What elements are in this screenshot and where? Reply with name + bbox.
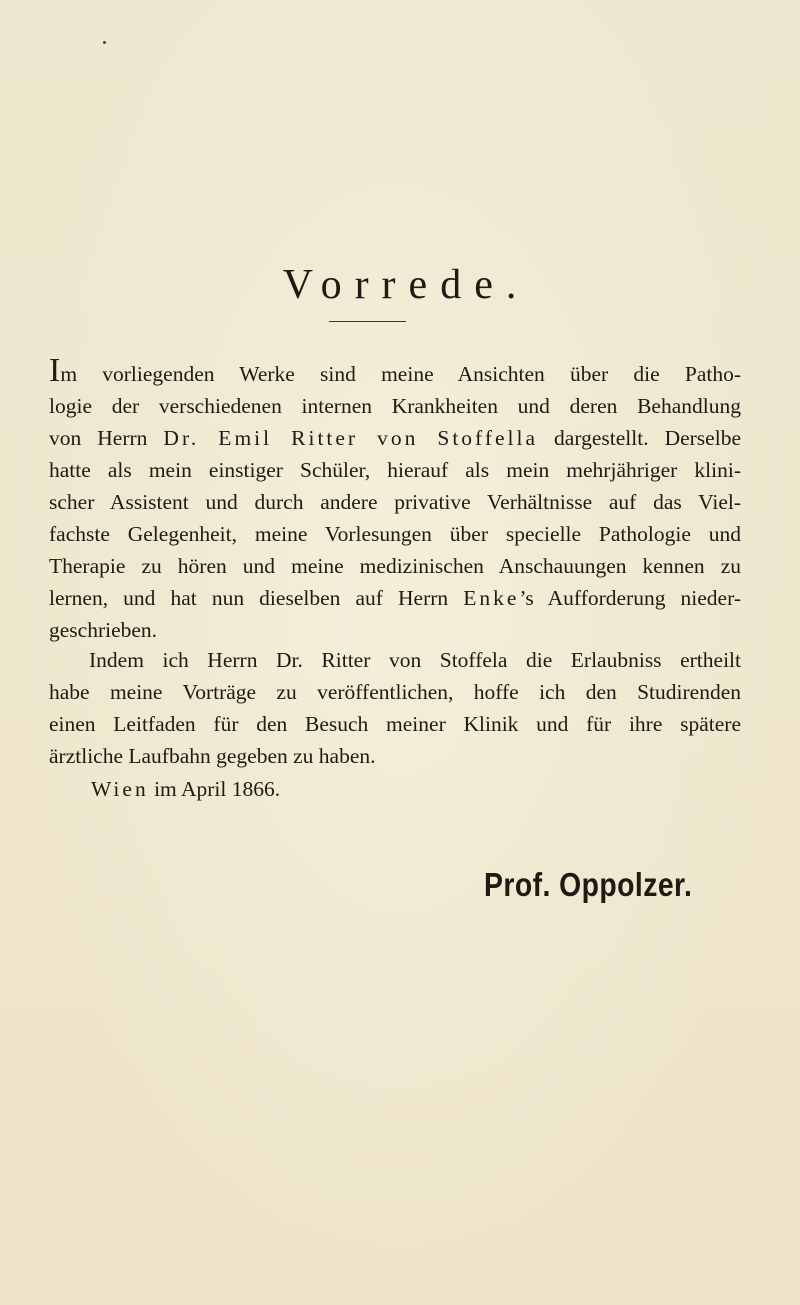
place-city: Wien: [91, 777, 149, 801]
text-line: von Herrn Dr. Emil Ritter von Stoffella dargestellt. Derselbe: [49, 426, 741, 450]
text-line: logie der verschiedenen internen Krankheiten und deren Behandlung: [49, 394, 741, 418]
text-line: hatte als mein einstiger Schüler, hierauf als mein mehrjähriger klini-: [49, 458, 741, 482]
paragraph-2: [49, 644, 741, 772]
text-line: geschrieben.: [49, 618, 158, 642]
place-and-date: [91, 773, 280, 805]
place-date: im April 1866.: [148, 777, 281, 801]
text-line: einen Leitfaden für den Besuch meiner Klinik und für ihre spätere: [49, 712, 741, 736]
signature: Prof. Oppolzer.: [484, 866, 693, 903]
text-line: Indem ich Herrn Dr. Ritter von Stoffela die Erlaubniss ertheilt: [89, 648, 741, 672]
text-line: ärztliche Laufbahn gegeben zu haben.: [49, 744, 376, 768]
text-line: fachste Gelegenheit, meine Vorlesungen über specielle Pathologie und: [49, 522, 741, 546]
title-rule: [329, 321, 406, 322]
paragraph-1: [49, 354, 741, 646]
text-line: habe meine Vorträge zu veröffentlichen, hoffe ich den Studirenden: [49, 680, 741, 704]
paper-speck: [103, 41, 106, 44]
text-line: scher Assistent und durch andere privative Verhältnisse auf das Viel-: [49, 490, 741, 514]
text-line: lernen, und hat nun dieselben auf Herrn Enke’s Aufforderung nieder-: [49, 586, 741, 610]
publisher-name: Enke: [463, 586, 520, 610]
drop-cap: I: [49, 352, 61, 389]
page-title: Vorrede.: [282, 262, 530, 309]
author-name: Dr. Emil Ritter von Stoffella: [163, 426, 539, 450]
text-line: Therapie zu hören und meine medizinischen Anschauungen kennen zu: [49, 554, 741, 578]
text-line: Im vorliegenden Werke sind meine Ansichten über die Patho-: [49, 352, 741, 389]
